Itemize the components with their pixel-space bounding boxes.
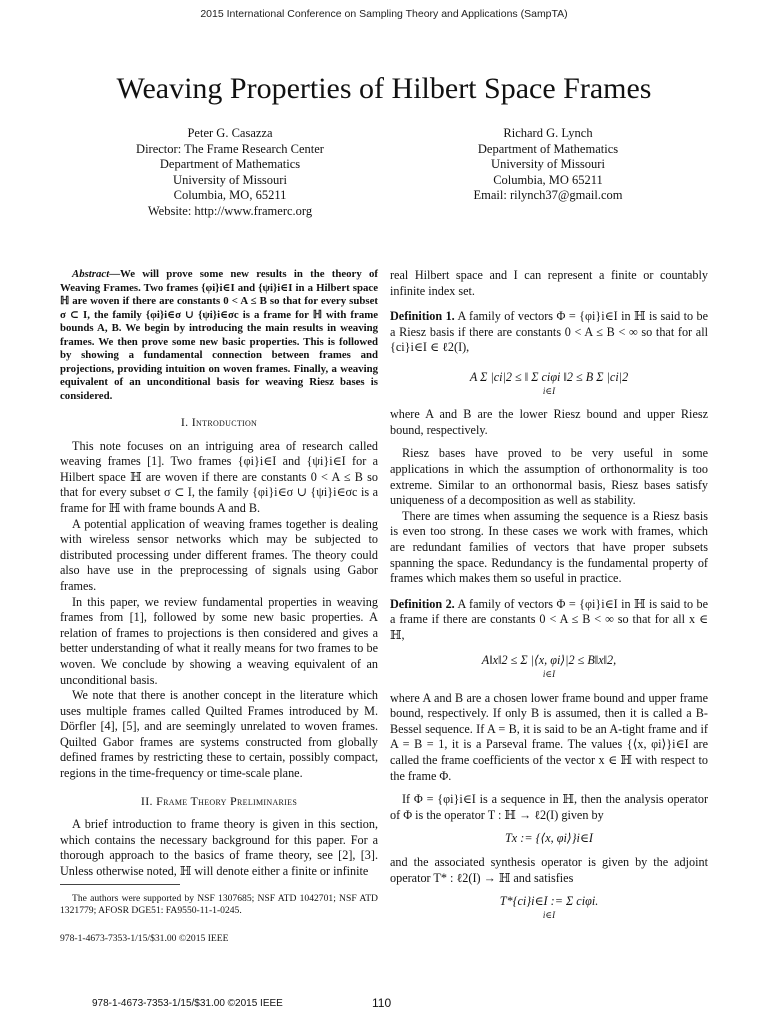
equation-riesz-bound	[390, 370, 708, 399]
equation: A Σ |ci|2 ≤ ‖ Σ ciφi ‖2 ≤ B Σ |ci|2	[469, 369, 629, 384]
definition-1	[390, 309, 708, 356]
author-affiliation: University of Missouri	[491, 157, 605, 172]
equation-subscript: i∈I	[542, 669, 556, 680]
page-number: 110	[372, 996, 392, 1010]
synthesis-operator-paragraph: and the associated synthesis operator is given by the adjoint operator T* : ℓ2(I) → ℍ and satisfies	[390, 855, 708, 885]
definition-label: Definition 1.	[390, 309, 455, 324]
equation-subscript: i∈I	[542, 385, 556, 396]
section-title: Frame Theory Preliminaries	[156, 793, 298, 808]
continued-paragraph: real Hilbert space and I can represent a finite or countably infinite index set.	[390, 268, 708, 298]
preliminaries-paragraph: A brief introduction to frame theory is given in this section, which contains the necessary background for this paper. For a thorough approach to the basics of frame theory, see [2], [3]. Unless otherwise noted, ℍ will denote either a finite or infinite	[60, 817, 378, 879]
left-column	[60, 268, 378, 880]
right-column	[390, 268, 708, 923]
definition-text: A family of vectors Φ = {φi}i∈I in ℍ is said to be a frame if there are constants 0 < A ≤ B < ∞ so that for all x ∈ ℍ,	[390, 596, 709, 642]
analysis-operator-paragraph: If Φ = {φi}i∈I is a sequence in ℍ, then the analysis operator of Φ is the operator T : ℍ → ℓ2(I) given by	[390, 792, 708, 822]
author-affiliation: Department of Mathematics	[159, 157, 301, 172]
author-website: Website: http://www.framerc.org	[147, 203, 313, 218]
equation-analysis-operator: Tx := {⟨x, φi⟩}i∈I	[505, 831, 593, 846]
equation-subscript: i∈I	[542, 909, 556, 920]
intro-paragraph-1: This note focuses on an intriguing area of research called weaving frames [1]. Two frames {φi}i∈I and {ψi}i∈I for a Hilbert space ℍ are woven if there are constants 0 < A ≤ B so that for every subset σ ⊂ I, the family {φi}i∈σ ∪ {ψi}i∈σc is a frame for ℍ with frame bounds A and B.	[60, 438, 378, 515]
intro-paragraph-2: A potential application of weaving frames together is dealing with wireless sensor networks which may be subjected to distributed processing under different frames. The theory could also have use in the preprocessing of signals using Gabor frames.	[60, 516, 378, 593]
definition-2	[390, 597, 708, 644]
frame-bound-paragraph: where A and B are a chosen lower frame bound and upper frame bound, respectively. If only B is assumed, then it is called a B-Bessel sequence. If A = B, it is said to be an A-tight frame and if A = B = 1, it is a Parseval frame. The values {⟨x, φi⟩}i∈I are called the frame coefficients of the vector x ∈ ℍ with respect to the frame Φ.	[390, 690, 708, 783]
author-block-lynch	[388, 126, 708, 204]
author-affiliation: Department of Mathematics	[477, 141, 619, 156]
abstract	[60, 268, 378, 403]
riesz-bound-definition: where A and B are the lower Riesz bound and upper Riesz bound, respectively.	[390, 407, 708, 437]
author-affiliation: Columbia, MO 65211	[493, 172, 603, 187]
abstract-label: Abstract	[72, 268, 110, 280]
copyright-notice: 978-1-4673-7353-1/15/$31.00 ©2015 IEEE	[60, 933, 229, 944]
section-number: I.	[180, 415, 189, 429]
equation: T*{ci}i∈I := Σ ciφi.	[499, 894, 599, 909]
paper-title: Weaving Properties of Hilbert Space Frames	[116, 72, 652, 105]
equation-frame-bound	[390, 653, 708, 682]
author-affiliation: Columbia, MO, 65211	[173, 188, 287, 203]
intro-paragraph-3: In this paper, we review fundamental properties in weaving frames from [1], followed by some new basic properties. A relation of frames to projections is then considered and gives a better understanding of what it really means for two frames to be woven. We conclude by showing a weaving equivalent of an unconditional basis.	[60, 594, 378, 687]
riesz-paragraph-1: Riesz bases have proved to be very useful in some applications in which the assumption of orthonormality is too extreme. Similar to an orthonormal basis, Riesz bases satisfy uniqueness of a decomposition as well as stability.	[390, 446, 708, 508]
abstract-text: —We will prove some new results in the theory of Weaving Frames. Two frames {φi}i∈I and {ψi}i∈I in a Hilbert space ℍ are woven if there are constants 0 < A ≤ B so that for every subset σ ⊂ I, the family {φi}i∈σ ∪ {ψi}i∈σc is a frame for ℍ with frame bounds A, B. We begin by introducing the main results in weaving frames. We then prove some new basic properties. This is followed by showing a fundamental connection between frames and projections, providing intuition on woven frames. Finally, a weaving equivalent of an unconditional basis for weaving Riesz bases is considered.	[60, 268, 378, 402]
definition-label: Definition 2.	[390, 596, 455, 611]
author-name: Richard G. Lynch	[503, 126, 593, 140]
intro-paragraph-4: We note that there is another concept in the literature which uses multiple frames called Quilted Frames introduced by M. Dörfler [4], [5], and are seemingly unrelated to woven frames. Quilted Gabor frames are systems constructed from globally defined frames by restricting these to certain, possibly compact, regions in the time-frequency or time-scale plane.	[60, 688, 378, 781]
section-title: Introduction	[191, 415, 258, 429]
section-heading-introduction	[60, 415, 378, 431]
author-affiliation: University of Missouri	[173, 172, 287, 187]
author-name: Peter G. Casazza	[187, 126, 273, 140]
conference-header: 2015 International Conference on Sampling Theory and Applications (SampTA)	[200, 8, 568, 20]
footnote-rule	[60, 884, 180, 885]
author-email: Email: rilynch37@gmail.com	[473, 188, 623, 203]
equation: A‖x‖2 ≤ Σ |⟨x, φi⟩|2 ≤ B‖x‖2,	[481, 653, 617, 668]
riesz-paragraph-2: There are times when assuming the sequence is a Riesz basis is even too strong. In these cases we work with frames, which are redundant families of vectors that have proper subsets spanning the space. Redundancy is the fundamental property of frames which makes them so useful in practice.	[390, 508, 708, 586]
footer-isbn: 978-1-4673-7353-1/15/$31.00 ©2015 IEEE	[92, 998, 283, 1009]
funding-footnote: The authors were supported by NSF 1307685; NSF ATD 1042701; NSF ATD 1321779; AFOSR DGE51: FA9550-11-1-0245.	[60, 893, 378, 916]
author-affiliation: Director: The Frame Research Center	[136, 141, 324, 156]
section-number: II.	[140, 793, 153, 808]
equation-synthesis-operator	[390, 894, 708, 923]
author-block-casazza	[70, 126, 390, 220]
definition-text: A family of vectors Φ = {φi}i∈I in ℍ is said to be a Riesz basis if there are constants 0 < A ≤ B < ∞ so that for all {ci}i∈I ∈ ℓ2(I),	[390, 309, 709, 355]
section-heading-preliminaries	[60, 794, 378, 810]
